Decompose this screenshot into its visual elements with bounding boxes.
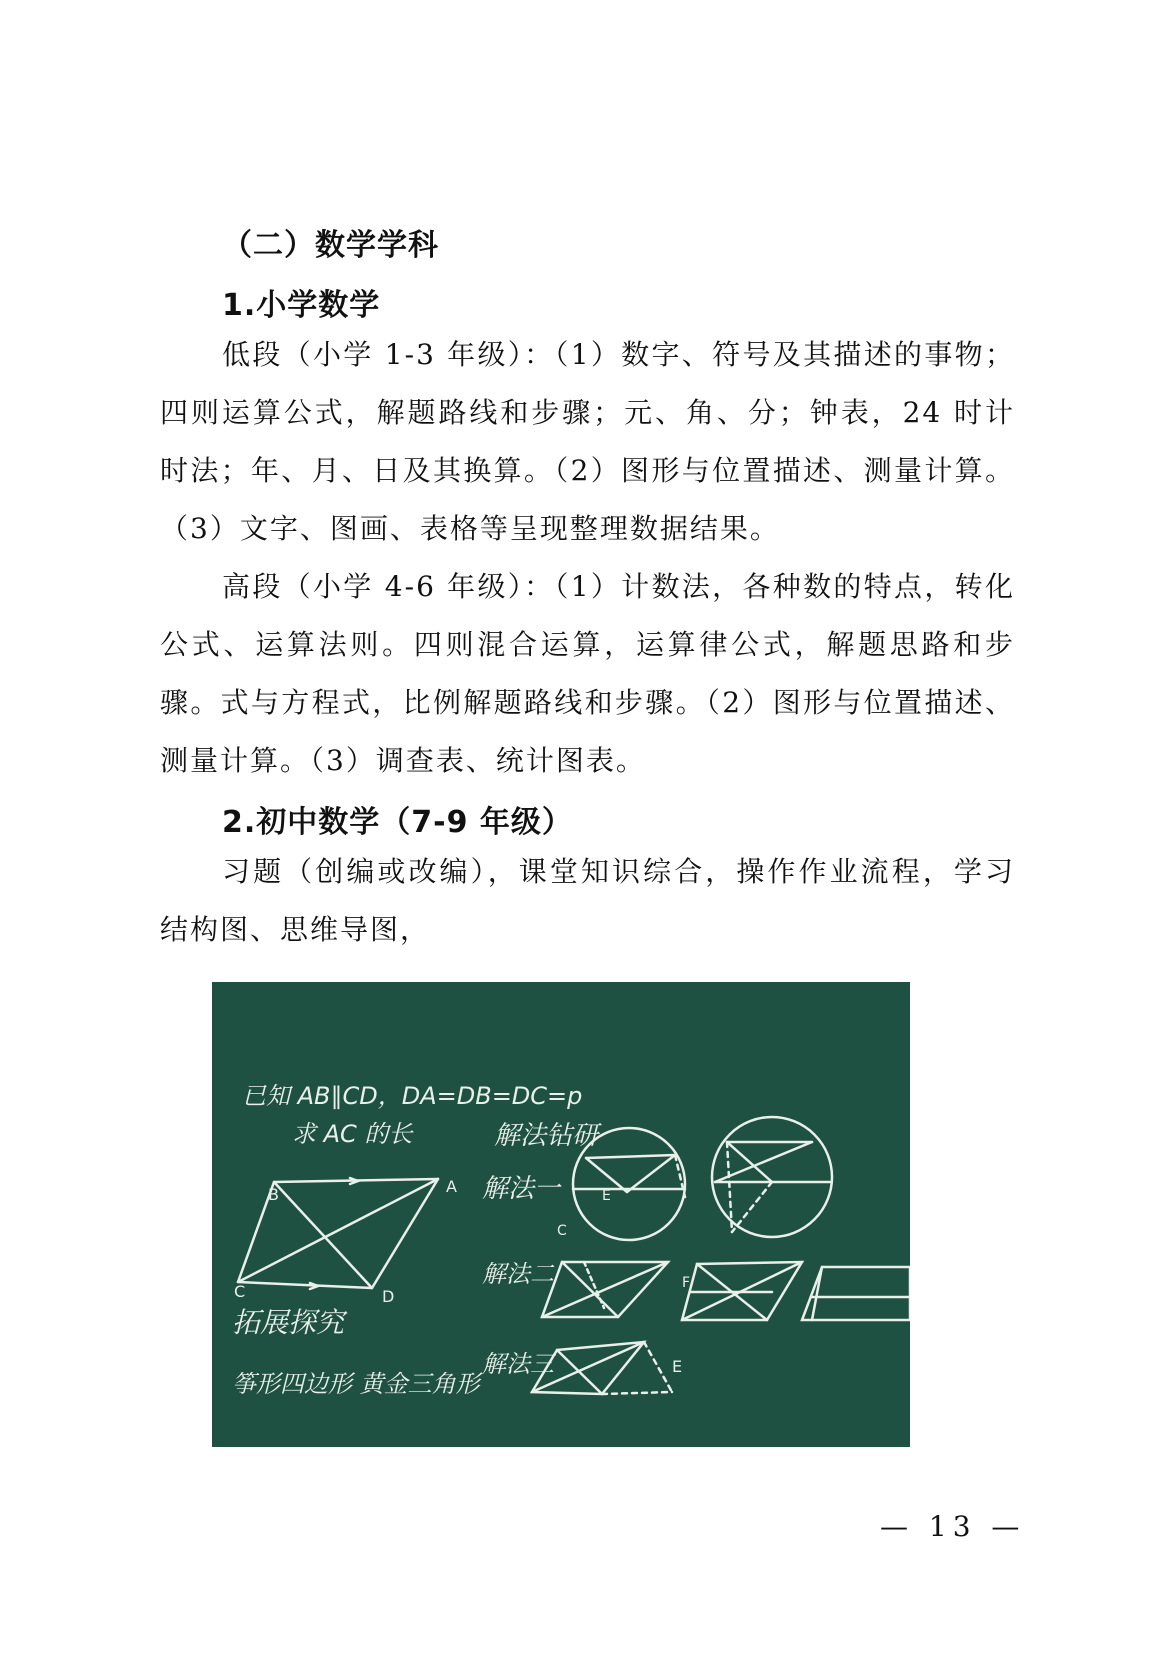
label-d-main: D <box>382 1287 395 1306</box>
method-1-figures <box>573 1117 832 1240</box>
chalk-known: 已知 AB∥CD，DA=DB=DC=p <box>242 1082 583 1110</box>
section-title: （二）数学学科 <box>222 228 439 263</box>
subsection-title-primary: 1.小学数学 <box>222 288 381 323</box>
label-a-main: A <box>446 1177 457 1196</box>
chalk-ask: 求 AC 的长 <box>292 1120 413 1148</box>
subsection-title-junior-high: 2.初中数学（7-9 年级） <box>222 805 573 840</box>
chalk-method-2: 解法二 <box>482 1260 554 1288</box>
page-number: — 13 — <box>880 1510 1026 1543</box>
chalk-topics: 筝形四边形 黄金三角形 <box>232 1370 480 1398</box>
chalk-research: 解法钻研 <box>494 1121 599 1151</box>
label-c-m3: C <box>557 1223 567 1239</box>
chalkboard-drawing <box>212 982 910 1447</box>
paragraph-junior-high: 习题（创编或改编），课堂知识综合，操作作业流程，学习结构图、思维导图， <box>160 855 1015 946</box>
label-b-main: B <box>268 1185 279 1204</box>
label-e-m3: E <box>672 1357 683 1376</box>
label-e-m1: E <box>602 1188 611 1204</box>
label-f-m2: F <box>682 1275 691 1291</box>
paragraph-upper-grades: 高段（小学 4-6 年级）：（1）计数法，各种数的特点，转化公式、运算法则。四则混合运算，运算律公式，解题思路和步骤。式与方程式，比例解题路线和步骤。（2）图形与位置描述、测量计算。（3）调查表、统计图表。 <box>160 570 1015 777</box>
paragraph-lower-grades: 低段（小学 1-3 年级）：（1）数字、符号及其描述的事物；四则运算公式，解题路线和步骤；元、角、分；钟表，24 时计时法；年、月、日及其换算。（2）图形与位置描述、测量计算。（3）文字、图画、表格等呈现整理数据结果。 <box>160 338 1015 545</box>
method-2-figures <box>542 1262 910 1320</box>
chalk-method-1: 解法一 <box>482 1174 561 1204</box>
chalkboard-photo <box>212 982 910 1447</box>
label-c-main: C <box>234 1282 246 1301</box>
chalk-method-3: 解法三 <box>482 1350 554 1378</box>
chalk-extend: 拓展探究 <box>232 1306 345 1339</box>
